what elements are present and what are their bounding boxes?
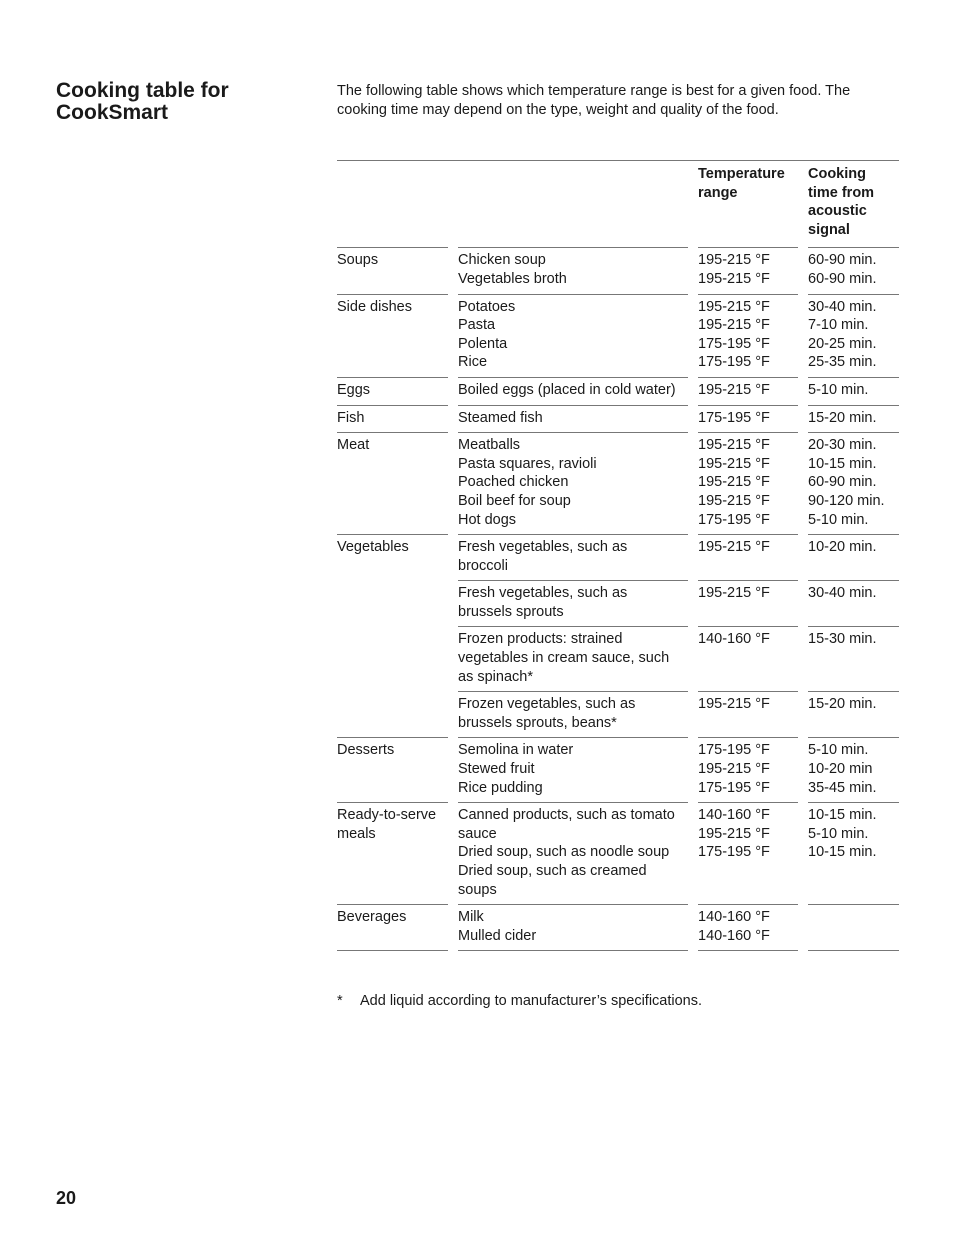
cell-food xyxy=(458,535,688,581)
table-row xyxy=(337,295,899,378)
footnote xyxy=(337,992,897,1010)
cell-category: Desserts xyxy=(337,738,448,803)
table-row xyxy=(337,535,899,581)
cell-food-line: Fresh vegetables, such as broccoli xyxy=(458,539,628,574)
cell-time-line: 10-15 min. xyxy=(808,455,877,472)
table-row xyxy=(337,581,899,627)
cell-temperature-line: 195-215 °F xyxy=(698,317,770,334)
cell-temperature-line: 175-195 °F xyxy=(698,779,770,796)
cell-time-line: 5-10 min. xyxy=(808,742,869,759)
cell-time xyxy=(808,803,899,905)
cell-food-line: Frozen products: strained vegetables in cream sauce, such as spinach* xyxy=(458,631,670,685)
page-heading: Cooking table for CookSmart xyxy=(56,79,229,124)
footnote-text: Add liquid according to manufacturer’s specifications. xyxy=(360,993,703,1009)
cell-temperature-line: 195-215 °F xyxy=(698,761,770,778)
cell-food-line: Hot dogs xyxy=(458,511,517,528)
cell-time-line: 5-10 min. xyxy=(808,825,869,842)
cell-time-line: 15-20 min. xyxy=(808,696,877,713)
cell-temperature-line: 195-215 °F xyxy=(698,696,770,713)
table-row xyxy=(337,248,899,294)
cell-food xyxy=(458,692,688,738)
cell-time-line: 5-10 min. xyxy=(808,381,869,398)
cell-temperature-line: 175-195 °F xyxy=(698,511,770,528)
cell-time-line: 60-90 min. xyxy=(808,252,877,269)
cell-time xyxy=(808,535,899,581)
cell-temperature-line: 140-160 °F xyxy=(698,927,770,944)
footnote-mark: * xyxy=(337,993,343,1009)
cell-time xyxy=(808,905,899,951)
cell-time xyxy=(808,581,899,627)
cell-temperature-line: 195-215 °F xyxy=(698,825,770,842)
cell-temperature-line: 195-215 °F xyxy=(698,270,770,287)
cell-food-line: Fresh vegetables, such as brussels sprouts xyxy=(458,585,628,620)
cell-temperature-line: 195-215 °F xyxy=(698,381,770,398)
cell-time-line: 10-20 min. xyxy=(808,539,877,556)
cell-time-line: 90-120 min. xyxy=(808,492,885,509)
cell-food-line: Polenta xyxy=(458,335,508,352)
cell-category: Meat xyxy=(337,433,448,535)
table-row xyxy=(337,803,899,905)
table-header-row xyxy=(337,161,899,248)
cell-temperature-line: 195-215 °F xyxy=(698,492,770,509)
cell-category: Vegetables xyxy=(337,539,409,556)
cell-food-line: Rice xyxy=(458,354,488,371)
cell-temperature-line: 175-195 °F xyxy=(698,354,770,371)
cell-time xyxy=(808,378,899,406)
cell-time xyxy=(808,627,899,692)
table-row xyxy=(337,433,899,535)
cell-temperature-line: 175-195 °F xyxy=(698,844,770,861)
cell-temperature-line: 140-160 °F xyxy=(698,807,770,824)
cell-food-line: Dried soup, such as noodle soup xyxy=(458,844,670,861)
cell-food-line: Poached chicken xyxy=(458,474,569,491)
cell-time-line: 10-15 min. xyxy=(808,807,877,824)
header-cell-food xyxy=(458,161,688,248)
cell-category: Soups xyxy=(337,248,448,294)
cell-temperature xyxy=(698,378,798,406)
header-temperature-range: Temperature range xyxy=(698,161,798,248)
cell-food xyxy=(458,248,688,294)
cell-temperature-line: 175-195 °F xyxy=(698,742,770,759)
cell-food xyxy=(458,406,688,434)
cell-food-line: Dried soup, such as creamed soups xyxy=(458,863,647,898)
cell-time-line: 20-30 min. xyxy=(808,437,877,454)
cell-category: Fish xyxy=(337,406,448,434)
cell-category: Eggs xyxy=(337,378,448,406)
table-row xyxy=(337,738,899,803)
cell-food-line: Meatballs xyxy=(458,437,521,454)
table-row xyxy=(337,627,899,692)
table-row xyxy=(337,378,899,406)
cell-temperature-line: 140-160 °F xyxy=(698,909,770,926)
cell-food xyxy=(458,378,688,406)
cell-food-line: Rice pudding xyxy=(458,779,543,796)
cell-time-line: 7-10 min. xyxy=(808,317,869,334)
cell-food-line: Boil beef for soup xyxy=(458,492,571,509)
cell-temperature xyxy=(698,433,798,535)
cell-food-line: Stewed fruit xyxy=(458,761,535,778)
cell-temperature-line: 195-215 °F xyxy=(698,585,770,602)
cell-food xyxy=(458,803,688,905)
cell-time xyxy=(808,295,899,378)
cell-temperature-line: 175-195 °F xyxy=(698,409,770,426)
cell-category: Ready-to-serve meals xyxy=(337,803,448,905)
cell-time-line: 60-90 min. xyxy=(808,474,877,491)
cell-time-line: 15-30 min. xyxy=(808,631,877,648)
cell-time xyxy=(808,738,899,803)
table-body xyxy=(337,248,899,951)
cell-temperature xyxy=(698,905,798,951)
cooking-table xyxy=(337,160,899,951)
cell-time-line: 30-40 min. xyxy=(808,585,877,602)
cell-food-line: Chicken soup xyxy=(458,252,546,269)
cell-food xyxy=(458,905,688,951)
intro-paragraph: The following table shows which temperature range is best for a given food. The cooking time may depend on the type, weight and quality of the food. xyxy=(337,83,851,118)
cell-time-line: 10-15 min. xyxy=(808,844,877,861)
cell-food-line: Potatoes xyxy=(458,298,516,315)
cell-time-line: 35-45 min. xyxy=(808,779,877,796)
cell-temperature xyxy=(698,295,798,378)
cell-time xyxy=(808,406,899,434)
cell-category: Beverages xyxy=(337,905,448,951)
cell-temperature xyxy=(698,248,798,294)
cell-temperature xyxy=(698,581,798,627)
cell-category xyxy=(337,692,448,738)
cell-time-line: 20-25 min. xyxy=(808,335,877,352)
cell-temperature-line: 195-215 °F xyxy=(698,437,770,454)
cell-category xyxy=(337,627,448,692)
cell-time-line: 30-40 min. xyxy=(808,298,877,315)
cell-time xyxy=(808,692,899,738)
cell-temperature-line: 175-195 °F xyxy=(698,335,770,352)
cell-time-line: 15-20 min. xyxy=(808,409,877,426)
cell-food xyxy=(458,433,688,535)
cell-food xyxy=(458,581,688,627)
cell-time-line: 25-35 min. xyxy=(808,354,877,371)
cell-time-line: 60-90 min. xyxy=(808,270,877,287)
cell-temperature-line: 140-160 °F xyxy=(698,631,770,648)
cell-temperature xyxy=(698,803,798,905)
cell-time xyxy=(808,433,899,535)
cell-time-line: 10-20 min xyxy=(808,761,873,778)
cell-food-line: Pasta xyxy=(458,317,496,334)
cell-temperature xyxy=(698,627,798,692)
cell-food-line: Pasta squares, ravioli xyxy=(458,455,597,472)
cell-temperature-line: 195-215 °F xyxy=(698,474,770,491)
cell-temperature xyxy=(698,692,798,738)
cell-temperature xyxy=(698,406,798,434)
cell-food xyxy=(458,738,688,803)
cell-food-line: Frozen vegetables, such as brussels sprouts, beans* xyxy=(458,696,636,731)
cell-time xyxy=(808,248,899,294)
cell-temperature-line: 195-215 °F xyxy=(698,539,770,556)
table-row xyxy=(337,905,899,951)
cell-food-line: Mulled cider xyxy=(458,927,537,944)
cell-food-line: Canned products, such as tomato sauce xyxy=(458,807,675,842)
cell-food-line: Steamed fish xyxy=(458,409,543,426)
cell-temperature-line: 195-215 °F xyxy=(698,252,770,269)
cell-food xyxy=(458,627,688,692)
cell-temperature-line: 195-215 °F xyxy=(698,298,770,315)
table-row xyxy=(337,406,899,434)
cell-food-line: Milk xyxy=(458,909,484,926)
cell-category xyxy=(337,581,448,627)
table-row xyxy=(337,692,899,738)
page-number: 20 xyxy=(56,1188,77,1208)
cell-category: Side dishes xyxy=(337,295,448,378)
header-cooking-time: Cooking time from acoustic signal xyxy=(808,161,899,248)
cell-temperature xyxy=(698,738,798,803)
cell-time-line: 5-10 min. xyxy=(808,511,869,528)
cell-food xyxy=(458,295,688,378)
cell-temperature-line: 195-215 °F xyxy=(698,455,770,472)
cell-food-line: Semolina in water xyxy=(458,742,574,759)
cell-food-line: Vegetables broth xyxy=(458,270,567,287)
cell-food-line: Boiled eggs (placed in cold water) xyxy=(458,381,676,398)
header-cell-category xyxy=(337,161,448,248)
cell-temperature xyxy=(698,535,798,581)
